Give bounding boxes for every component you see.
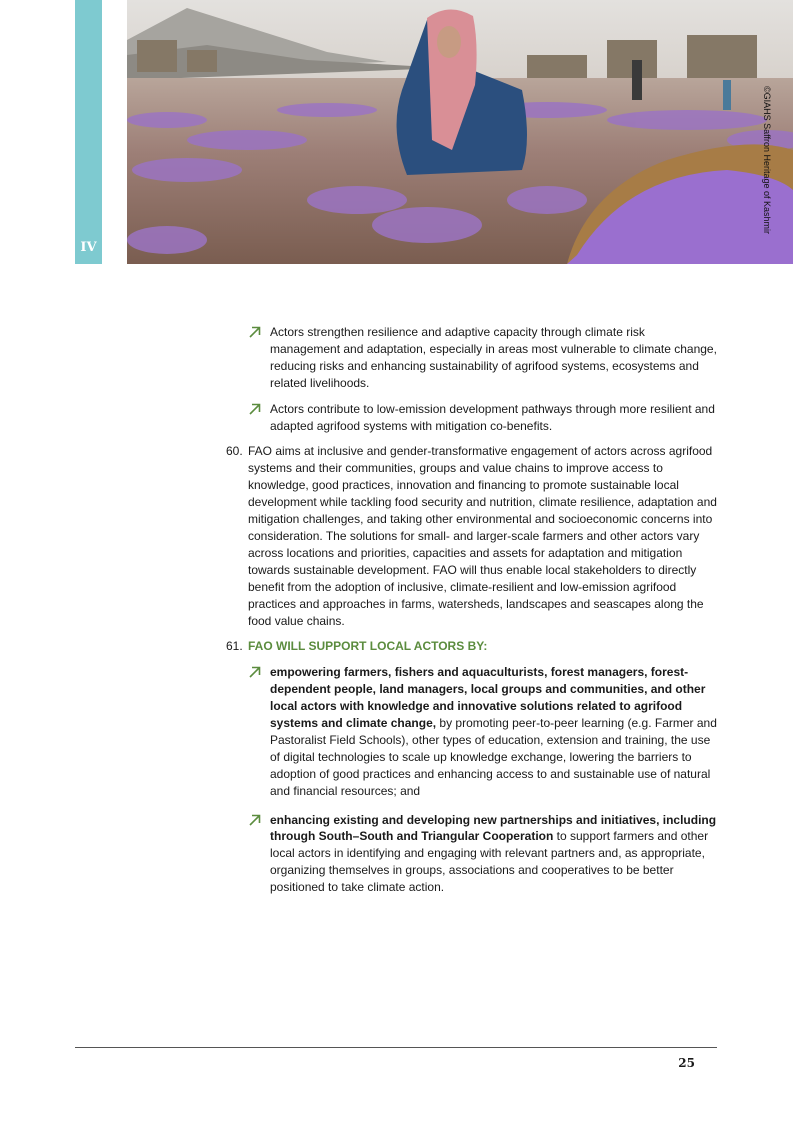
bullet-text: by promoting peer-to-peer learning (e.g. Farmer and Pastoralist Field Schools), other types of education, extension and training, the use of digital technologies to scale up knowledge exchange, lowering the barriers to adoption of good practices and enhancing access to and sustainable use of natural and financial resources; and: [270, 716, 717, 798]
header-photo: [127, 0, 793, 264]
arrow-bullet-icon: [248, 402, 262, 416]
bullet-bold-text: empowering farmers, fishers and aquaculturists, forest managers, forest-dependent people, land managers, local groups and communities, and other local actors with knowledge and innovative solutions related to agrifood systems and climate change,: [270, 665, 706, 731]
bullet-text: to support farmers and other local actors in identifying and engaging with relevant partners and, as appropriate, organizing themselves in groups, associations and cooperatives to be better positioned to take climate action.: [270, 829, 709, 895]
list-item: [226, 401, 718, 435]
page-number: 25: [678, 1056, 695, 1070]
paragraph-text: FAO aims at inclusive and gender-transformative engagement of actors across agrifood systems and their communities, groups and value chains to improve access to knowledge, good practices, innovation and financing to promote sustainable local development while tackling food security and nutrition, climate resilience, adaptation and mitigation challenges, and taking other environmental and socioeconomic concerns into consideration. The solutions for small- and larger-scale farmers and other actors vary across locations and priorities, capacities and assets for adaptation and mitigation towards sustainable development. FAO will thus enable local stakeholders to directly benefit from the adoption of inclusive, climate-resilient and low-emission agrifood practices and approaches in farms, watersheds, landscapes and seascapes along the food value chains.: [248, 444, 717, 628]
main-content: [226, 324, 718, 908]
section-heading: FAO WILL SUPPORT LOCAL ACTORS BY:: [248, 639, 488, 654]
arrow-bullet-icon: [248, 665, 262, 679]
arrow-bullet-icon: [248, 813, 262, 827]
bullet-bold-text: enhancing existing and developing new partnerships and initiatives, including through South–South and Triangular Cooperation: [270, 812, 717, 844]
bullet-text: Actors strengthen resilience and adaptive capacity through climate risk management and adaptation, especially in areas most vulnerable to climate change, reducing risks and enhancing sustainability of agrifood systems, ecosystems and related livelihoods.: [270, 325, 717, 390]
bullet-text: Actors contribute to low-emission development pathways through more resilient and adapted agrifood systems with mitigation co-benefits.: [270, 401, 715, 433]
arrow-bullet-icon: [248, 325, 262, 339]
paragraph-number: 60.: [226, 444, 243, 459]
saffron-field-image: [127, 0, 793, 264]
chapter-label: IV: [80, 240, 97, 255]
footer-divider: [75, 1047, 717, 1048]
chapter-tab: [75, 0, 102, 264]
list-item: [226, 324, 718, 392]
list-item: [226, 812, 718, 897]
paragraph-61: [226, 638, 718, 896]
photo-credit: ©GIAHS Saffron Heritage of Kashmir: [762, 86, 772, 235]
list-item: [226, 664, 718, 799]
paragraph-number: 61.: [226, 639, 243, 654]
paragraph-60: [226, 443, 718, 629]
